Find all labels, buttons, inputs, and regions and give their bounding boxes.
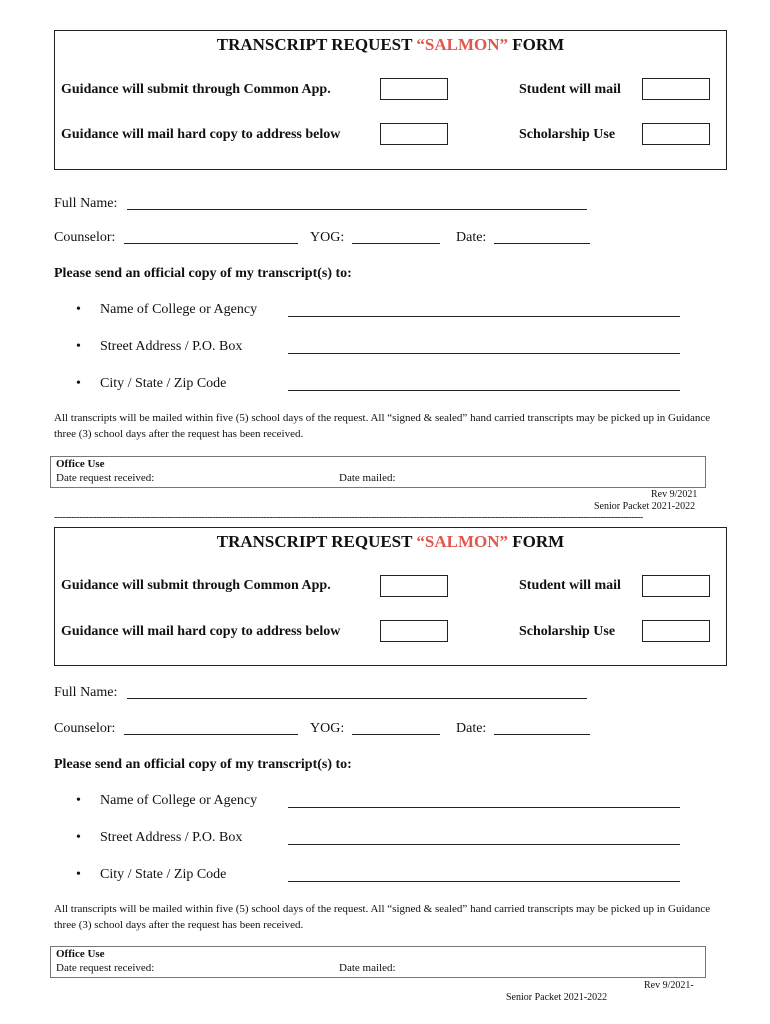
option-label-hard-copy: Guidance will mail hard copy to address below	[61, 127, 341, 142]
counselor-line[interactable]	[124, 734, 298, 735]
date-label: Date:	[456, 721, 487, 736]
form-title: TRANSCRIPT REQUEST “SALMON” FORM	[216, 532, 565, 551]
yog-label: YOG:	[310, 721, 345, 736]
send-heading: Please send an official copy of my transcript(s) to:	[54, 266, 352, 281]
option-label-common-app: Guidance will submit through Common App.	[61, 82, 331, 97]
college-label: Name of College or Agency	[100, 302, 258, 317]
counselor-line[interactable]	[124, 243, 298, 244]
date-label: Date:	[456, 230, 487, 245]
full-name-line[interactable]	[127, 698, 587, 699]
bullet-icon: •	[76, 302, 81, 317]
address-line[interactable]	[288, 353, 680, 354]
revision: Rev 9/2021	[651, 489, 698, 500]
option-label-student-mail: Student will mail	[519, 82, 621, 97]
packet-label: Senior Packet 2021-2022	[594, 501, 696, 512]
address-line[interactable]	[288, 844, 680, 845]
send-heading: Please send an official copy of my transcript(s) to:	[54, 757, 352, 772]
date-mailed-label: Date mailed:	[339, 962, 396, 974]
checkbox-common-app[interactable]	[380, 78, 448, 100]
city-line[interactable]	[288, 390, 680, 391]
checkbox-scholarship[interactable]	[642, 620, 710, 642]
bullet-icon: •	[76, 793, 81, 808]
checkbox-scholarship[interactable]	[642, 123, 710, 145]
address-label: Street Address / P.O. Box	[100, 830, 243, 845]
option-label-student-mail: Student will mail	[519, 578, 621, 593]
bullet-icon: •	[76, 376, 81, 391]
checkbox-hard-copy[interactable]	[380, 123, 448, 145]
full-name-line[interactable]	[127, 209, 587, 210]
city-line[interactable]	[288, 881, 680, 882]
mailing-note: All transcripts will be mailed within five (5) school days of the request. All “signed & sealed” hand carried transcripts may be picked up in Guidance three (3) school days after the request has been received.	[54, 412, 711, 440]
bullet-icon: •	[76, 339, 81, 354]
revision: Rev 9/2021-	[644, 980, 694, 991]
option-label-common-app: Guidance will submit through Common App.	[61, 578, 331, 593]
bullet-icon: •	[76, 867, 81, 882]
yog-line[interactable]	[352, 243, 440, 244]
form-title: TRANSCRIPT REQUEST “SALMON” FORM	[216, 35, 565, 54]
city-label: City / State / Zip Code	[100, 376, 227, 391]
packet-label: Senior Packet 2021-2022	[506, 992, 608, 1003]
city-label: City / State / Zip Code	[100, 867, 227, 882]
full-name-label: Full Name:	[54, 196, 118, 211]
option-label-scholarship: Scholarship Use	[519, 624, 616, 639]
date-received-label: Date request received:	[56, 472, 155, 484]
option-label-scholarship: Scholarship Use	[519, 127, 616, 142]
checkbox-common-app[interactable]	[380, 575, 448, 597]
date-line[interactable]	[494, 243, 590, 244]
bullet-icon: •	[76, 830, 81, 845]
address-label: Street Address / P.O. Box	[100, 339, 243, 354]
counselor-label: Counselor:	[54, 721, 116, 736]
date-received-label: Date request received:	[56, 962, 155, 974]
yog-line[interactable]	[352, 734, 440, 735]
office-use-label: Office Use	[56, 458, 105, 470]
full-name-label: Full Name:	[54, 685, 118, 700]
checkbox-hard-copy[interactable]	[380, 620, 448, 642]
mailing-note: All transcripts will be mailed within five (5) school days of the request. All “signed & sealed” hand carried transcripts may be picked up in Guidance three (3) school days after the request has been received.	[54, 903, 711, 931]
checkbox-student-mail[interactable]	[642, 575, 710, 597]
date-line[interactable]	[494, 734, 590, 735]
checkbox-student-mail[interactable]	[642, 78, 710, 100]
option-label-hard-copy: Guidance will mail hard copy to address below	[61, 624, 341, 639]
college-label: Name of College or Agency	[100, 793, 258, 808]
counselor-label: Counselor:	[54, 230, 116, 245]
college-line[interactable]	[288, 316, 680, 317]
yog-label: YOG:	[310, 230, 345, 245]
cut-line: ----------------------------------------------------------------------------------------------------------------------------------------------------------------------------------------------------------------	[54, 512, 643, 523]
college-line[interactable]	[288, 807, 680, 808]
office-use-label: Office Use	[56, 948, 105, 960]
date-mailed-label: Date mailed:	[339, 472, 396, 484]
